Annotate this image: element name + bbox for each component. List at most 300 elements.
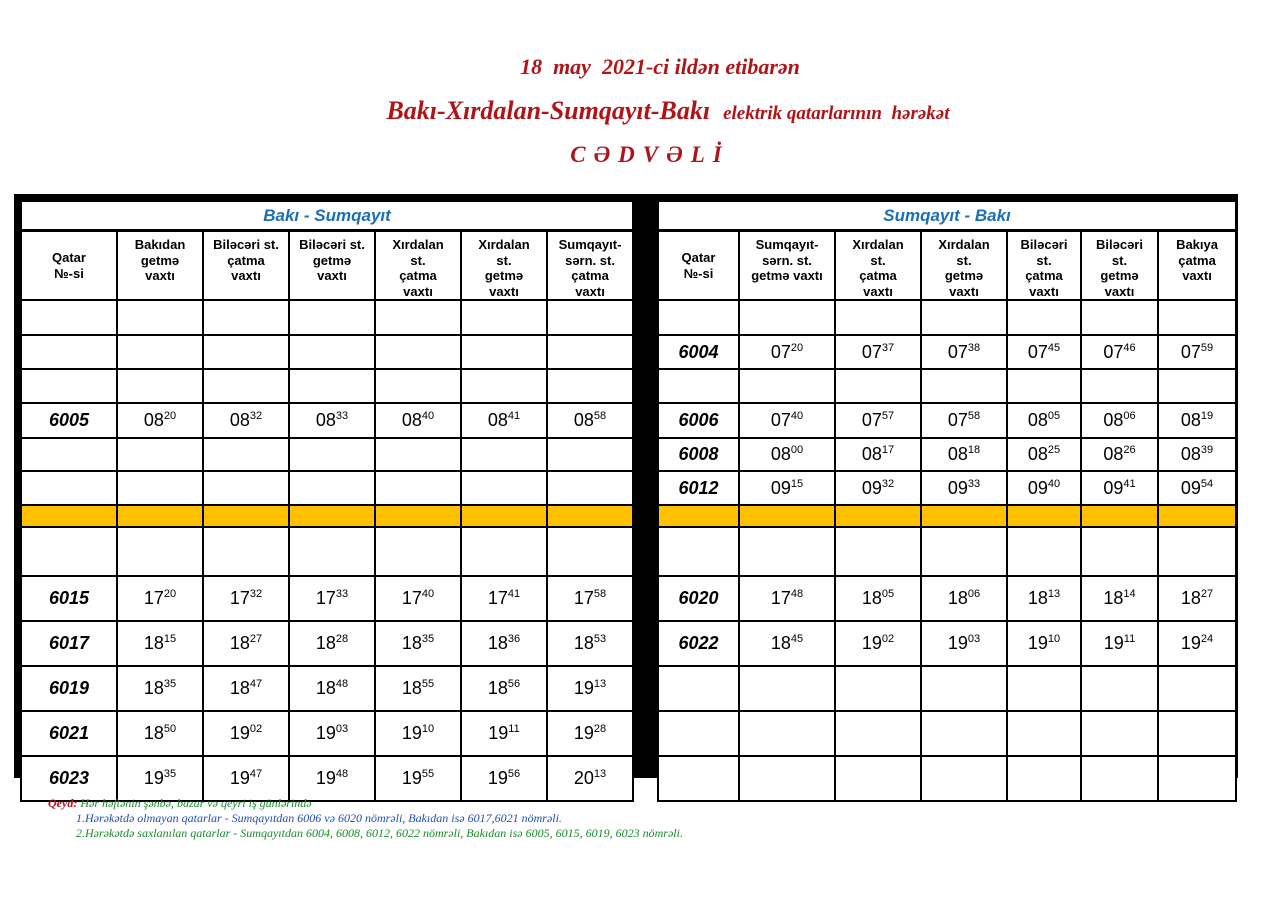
time-cell: [203, 300, 289, 335]
time-cell: [547, 505, 633, 527]
time-cell: [203, 369, 289, 403]
time-minutes: 20: [163, 588, 177, 601]
time-hours: 07: [770, 341, 791, 362]
time-cell: [1158, 438, 1236, 471]
time-cell: [1081, 403, 1158, 438]
time-minutes: 14: [1123, 588, 1136, 601]
time-cell: [921, 621, 1007, 666]
train-number-cell: 6004: [658, 335, 739, 369]
time-hours: 17: [573, 588, 594, 609]
time-hours: 18: [315, 678, 336, 699]
time-cell: [1081, 335, 1158, 369]
time-cell: [375, 711, 461, 756]
time-cell: [375, 576, 461, 621]
time-minutes: 13: [593, 768, 607, 781]
time-cell: [921, 369, 1007, 403]
time-cell: [835, 576, 921, 621]
table-row: [658, 300, 1236, 335]
time-cell: [375, 403, 461, 438]
time-cell: [1158, 527, 1236, 576]
time-hours: 20: [573, 768, 594, 789]
time-minutes: 56: [507, 768, 521, 781]
right-table-title: Sumqayıt - Bakı: [658, 201, 1236, 231]
time-hours: 08: [1027, 410, 1048, 431]
baku-sumqayit-table: [20, 200, 634, 802]
time-cell: [117, 711, 203, 756]
time-minutes: 15: [790, 477, 804, 490]
train-number-cell: 6017: [21, 621, 117, 666]
time-minutes: 54: [1200, 477, 1214, 490]
time-cell: [835, 471, 921, 505]
time-hours: 08: [1103, 444, 1124, 465]
time-minutes: 50: [163, 723, 177, 736]
time-minutes: 41: [1123, 477, 1136, 490]
time-cell: [117, 527, 203, 576]
time-hours: 18: [229, 633, 250, 654]
table-row: [21, 711, 633, 756]
time-cell: [461, 621, 547, 666]
time-hours: 18: [1180, 588, 1201, 609]
time-cell: [1081, 438, 1158, 471]
time-hours: 07: [1180, 341, 1201, 362]
train-number-cell: [658, 756, 739, 801]
time-cell: [1158, 711, 1236, 756]
time-hours: 09: [1027, 477, 1048, 498]
left-timetable-panel: [20, 200, 632, 802]
time-minutes: 59: [1200, 341, 1214, 354]
time-cell: [1081, 505, 1158, 527]
time-cell: [1158, 621, 1236, 666]
time-hours: 09: [1103, 477, 1124, 498]
train-number-cell: 6020: [658, 576, 739, 621]
table-row: [658, 666, 1236, 711]
note-1: 1.Hərəkətdə olmayan qatarlar - Sumqayıtdan 6006 və 6020 nömrəli, Bakıdan isə 6017,6021 nömrəli.: [76, 811, 562, 825]
time-minutes: 02: [249, 723, 263, 736]
time-minutes: 18: [967, 444, 981, 457]
time-cell: [289, 666, 375, 711]
time-cell: [375, 369, 461, 403]
time-minutes: 48: [790, 588, 804, 601]
time-cell: [461, 300, 547, 335]
time-minutes: 10: [421, 723, 435, 736]
time-hours: 18: [143, 678, 164, 699]
train-number-cell: 6005: [21, 403, 117, 438]
time-minutes: 27: [249, 633, 263, 646]
time-cell: [1007, 369, 1081, 403]
time-cell: [835, 756, 921, 801]
sumqayit-baku-table: [657, 200, 1237, 802]
time-hours: 18: [401, 633, 422, 654]
time-hours: 08: [947, 444, 968, 465]
time-minutes: 36: [507, 633, 521, 646]
time-cell: [1081, 369, 1158, 403]
train-number-cell: [658, 711, 739, 756]
note-label: Qeyd:: [48, 796, 78, 810]
train-number-cell: 6021: [21, 711, 117, 756]
time-minutes: 06: [1123, 410, 1136, 423]
time-cell: [289, 527, 375, 576]
time-hours: 08: [1103, 410, 1124, 431]
table-row: [21, 576, 633, 621]
time-cell: [117, 403, 203, 438]
time-hours: 18: [1027, 588, 1048, 609]
time-minutes: 58: [593, 588, 607, 601]
column-header: Xırdalan st. getmə vaxtı: [921, 231, 1007, 301]
time-cell: [461, 711, 547, 756]
time-minutes: 19: [1200, 410, 1214, 423]
time-cell: [289, 438, 375, 471]
time-hours: 19: [315, 723, 336, 744]
time-hours: 18: [947, 588, 968, 609]
time-minutes: 24: [1200, 633, 1214, 646]
time-minutes: 39: [1200, 444, 1214, 457]
train-number-cell: [21, 527, 117, 576]
time-minutes: 32: [249, 588, 263, 601]
time-cell: [1007, 756, 1081, 801]
time-minutes: 33: [335, 410, 349, 423]
time-hours: 08: [861, 444, 882, 465]
time-cell: [1158, 756, 1236, 801]
time-hours: 18: [143, 633, 164, 654]
time-cell: [1007, 471, 1081, 505]
time-hours: 17: [143, 588, 164, 609]
time-cell: [547, 711, 633, 756]
time-cell: [461, 666, 547, 711]
time-hours: 09: [861, 477, 882, 498]
time-cell: [1158, 666, 1236, 711]
table-row: [658, 369, 1236, 403]
time-cell: [835, 505, 921, 527]
time-minutes: 20: [790, 341, 804, 354]
time-hours: 19: [1027, 633, 1048, 654]
time-minutes: 17: [881, 444, 895, 457]
time-cell: [739, 403, 835, 438]
header-route-main: Bakı-Xırdalan-Sumqayıt-Bakı: [386, 96, 711, 125]
time-cell: [921, 756, 1007, 801]
table-row: [658, 711, 1236, 756]
train-number-cell: [21, 300, 117, 335]
table-row: [658, 621, 1236, 666]
time-cell: [1081, 300, 1158, 335]
time-hours: 18: [487, 678, 508, 699]
time-hours: 08: [1027, 444, 1048, 465]
time-cell: [461, 756, 547, 801]
time-cell: [921, 576, 1007, 621]
time-cell: [461, 369, 547, 403]
column-header: Sumqayıt- sərn. st. çatma vaxtı: [547, 231, 633, 301]
time-cell: [203, 666, 289, 711]
table-row: [21, 403, 633, 438]
time-cell: [835, 335, 921, 369]
header-schedule-word: CƏDVƏLİ: [570, 142, 730, 167]
time-cell: [739, 576, 835, 621]
time-minutes: 32: [249, 410, 263, 423]
header-route-line: [0, 96, 1280, 126]
time-cell: [461, 505, 547, 527]
time-cell: [117, 369, 203, 403]
time-hours: 19: [861, 633, 882, 654]
time-cell: [739, 621, 835, 666]
time-minutes: 37: [881, 341, 895, 354]
time-cell: [921, 666, 1007, 711]
time-hours: 09: [1180, 477, 1201, 498]
time-cell: [1007, 505, 1081, 527]
time-cell: [835, 527, 921, 576]
table-row: [658, 505, 1236, 527]
time-cell: [117, 335, 203, 369]
column-header: Qatar №-si: [658, 231, 739, 301]
time-cell: [375, 335, 461, 369]
time-minutes: 32: [881, 477, 895, 490]
time-minutes: 15: [163, 633, 177, 646]
time-hours: 17: [487, 588, 508, 609]
time-cell: [375, 438, 461, 471]
time-cell: [739, 471, 835, 505]
time-hours: 19: [143, 768, 164, 789]
time-hours: 07: [1027, 341, 1048, 362]
time-cell: [921, 403, 1007, 438]
time-hours: 19: [315, 768, 336, 789]
time-minutes: 35: [163, 678, 177, 691]
time-minutes: 28: [335, 633, 349, 646]
time-minutes: 05: [881, 588, 895, 601]
table-row: [21, 666, 633, 711]
time-hours: 07: [1103, 341, 1124, 362]
table-row: [21, 756, 633, 801]
time-cell: [1007, 621, 1081, 666]
time-cell: [739, 666, 835, 711]
time-cell: [1007, 438, 1081, 471]
time-cell: [1081, 756, 1158, 801]
time-cell: [1158, 369, 1236, 403]
column-header: Biləcəri st. getmə vaxtı: [289, 231, 375, 301]
time-cell: [739, 527, 835, 576]
time-hours: 08: [315, 410, 336, 431]
time-cell: [835, 369, 921, 403]
time-hours: 19: [401, 723, 422, 744]
time-cell: [921, 438, 1007, 471]
train-number-cell: [21, 471, 117, 505]
time-minutes: 48: [335, 678, 349, 691]
time-hours: 18: [861, 588, 882, 609]
time-minutes: 20: [163, 410, 177, 423]
time-cell: [1007, 403, 1081, 438]
time-minutes: 25: [1047, 444, 1061, 457]
time-cell: [547, 756, 633, 801]
column-header: Bakıya çatma vaxtı: [1158, 231, 1236, 301]
time-minutes: 40: [1047, 477, 1061, 490]
time-cell: [461, 403, 547, 438]
time-hours: 17: [770, 588, 791, 609]
time-hours: 18: [315, 633, 336, 654]
footnotes: [48, 796, 683, 841]
column-header: Xırdalan st. getmə vaxtı: [461, 231, 547, 301]
time-cell: [1007, 576, 1081, 621]
time-cell: [739, 438, 835, 471]
time-cell: [1081, 576, 1158, 621]
time-cell: [921, 300, 1007, 335]
note-intro-text: Hər həftənin şənbə, bazar və qeyri iş günlərində: [77, 796, 312, 810]
time-cell: [1007, 711, 1081, 756]
time-cell: [1158, 576, 1236, 621]
time-hours: 19: [229, 723, 250, 744]
train-number-cell: 6012: [658, 471, 739, 505]
time-cell: [461, 335, 547, 369]
train-number-cell: 6023: [21, 756, 117, 801]
time-cell: [1158, 335, 1236, 369]
time-cell: [203, 471, 289, 505]
time-cell: [289, 756, 375, 801]
time-cell: [921, 711, 1007, 756]
time-cell: [289, 300, 375, 335]
time-cell: [375, 756, 461, 801]
table-row: [21, 300, 633, 335]
time-cell: [289, 505, 375, 527]
column-header: Qatar №-si: [21, 231, 117, 301]
time-minutes: 53: [593, 633, 607, 646]
train-number-cell: [658, 505, 739, 527]
time-minutes: 35: [163, 768, 177, 781]
time-minutes: 45: [1047, 341, 1061, 354]
time-cell: [547, 300, 633, 335]
time-minutes: 00: [790, 444, 804, 457]
time-hours: 09: [947, 477, 968, 498]
time-hours: 17: [401, 588, 422, 609]
time-minutes: 35: [421, 633, 435, 646]
time-minutes: 47: [249, 678, 263, 691]
time-cell: [289, 335, 375, 369]
time-minutes: 57: [881, 410, 895, 423]
time-minutes: 28: [593, 723, 607, 736]
table-row: [658, 756, 1236, 801]
time-minutes: 38: [967, 341, 981, 354]
table-row: [21, 369, 633, 403]
time-cell: [203, 505, 289, 527]
time-cell: [203, 711, 289, 756]
time-hours: 19: [487, 768, 508, 789]
time-cell: [117, 505, 203, 527]
time-hours: 19: [1103, 633, 1124, 654]
time-cell: [1081, 621, 1158, 666]
time-minutes: 45: [790, 633, 804, 646]
note-intro: [48, 796, 683, 811]
train-number-cell: 6022: [658, 621, 739, 666]
time-cell: [1007, 335, 1081, 369]
time-cell: [547, 335, 633, 369]
table-row: [658, 335, 1236, 369]
time-hours: 07: [947, 341, 968, 362]
time-minutes: 41: [507, 410, 521, 423]
time-cell: [547, 621, 633, 666]
time-cell: [1158, 505, 1236, 527]
time-cell: [461, 471, 547, 505]
time-cell: [1007, 666, 1081, 711]
table-row: [21, 471, 633, 505]
time-hours: 07: [861, 410, 882, 431]
time-cell: [835, 300, 921, 335]
time-minutes: 11: [508, 723, 520, 736]
time-hours: 17: [229, 588, 250, 609]
timetable-frame: [14, 194, 1238, 789]
time-cell: [203, 576, 289, 621]
table-row: [21, 527, 633, 576]
train-number-cell: [658, 666, 739, 711]
time-minutes: 46: [1123, 341, 1136, 354]
time-cell: [739, 711, 835, 756]
time-minutes: 56: [507, 678, 521, 691]
time-cell: [375, 621, 461, 666]
time-minutes: 10: [1047, 633, 1061, 646]
time-cell: [547, 438, 633, 471]
time-cell: [921, 527, 1007, 576]
train-number-cell: [658, 300, 739, 335]
time-minutes: 48: [335, 768, 349, 781]
time-cell: [461, 576, 547, 621]
time-cell: [547, 576, 633, 621]
time-minutes: 40: [421, 588, 435, 601]
time-cell: [835, 403, 921, 438]
time-hours: 19: [401, 768, 422, 789]
time-hours: 19: [947, 633, 968, 654]
time-cell: [739, 335, 835, 369]
time-hours: 19: [1180, 633, 1201, 654]
time-cell: [835, 666, 921, 711]
note-2: 2.Hərəkətdə saxlanılan qatarlar - Sumqayıtdan 6004, 6008, 6012, 6022 nömrəli, Bakıdan isə 6005, 6015, 6019, 6023 nömrəli.: [76, 826, 683, 840]
time-cell: [203, 438, 289, 471]
time-cell: [547, 403, 633, 438]
time-cell: [203, 621, 289, 666]
time-cell: [1081, 711, 1158, 756]
train-number-cell: 6019: [21, 666, 117, 711]
table-row: [21, 621, 633, 666]
time-hours: 08: [229, 410, 250, 431]
time-cell: [203, 756, 289, 801]
table-row: [658, 438, 1236, 471]
time-hours: 07: [947, 410, 968, 431]
time-hours: 08: [770, 444, 791, 465]
train-number-cell: 6008: [658, 438, 739, 471]
time-cell: [289, 369, 375, 403]
time-cell: [203, 335, 289, 369]
time-cell: [1158, 300, 1236, 335]
time-cell: [1158, 471, 1236, 505]
column-header: Biləcəri st. çatma vaxtı: [203, 231, 289, 301]
time-cell: [1081, 666, 1158, 711]
time-cell: [117, 471, 203, 505]
time-cell: [547, 471, 633, 505]
time-hours: 17: [315, 588, 336, 609]
column-header: Biləcəri st. çatma vaxtı: [1007, 231, 1081, 301]
time-cell: [1007, 527, 1081, 576]
time-cell: [203, 403, 289, 438]
column-header: Biləcəri st. getmə vaxtı: [1081, 231, 1158, 301]
train-number-cell: [21, 438, 117, 471]
right-timetable-panel: [657, 200, 1235, 802]
time-cell: [375, 505, 461, 527]
time-cell: [739, 505, 835, 527]
time-hours: 07: [861, 341, 882, 362]
table-row: [658, 471, 1236, 505]
time-minutes: 06: [967, 588, 981, 601]
header-route-sub: elektrik qatarlarının hərəkət: [723, 103, 950, 124]
table-row: [658, 527, 1236, 576]
time-hours: 18: [401, 678, 422, 699]
time-cell: [289, 576, 375, 621]
time-cell: [547, 527, 633, 576]
time-cell: [461, 438, 547, 471]
time-hours: 08: [573, 410, 594, 431]
time-hours: 19: [488, 723, 509, 744]
